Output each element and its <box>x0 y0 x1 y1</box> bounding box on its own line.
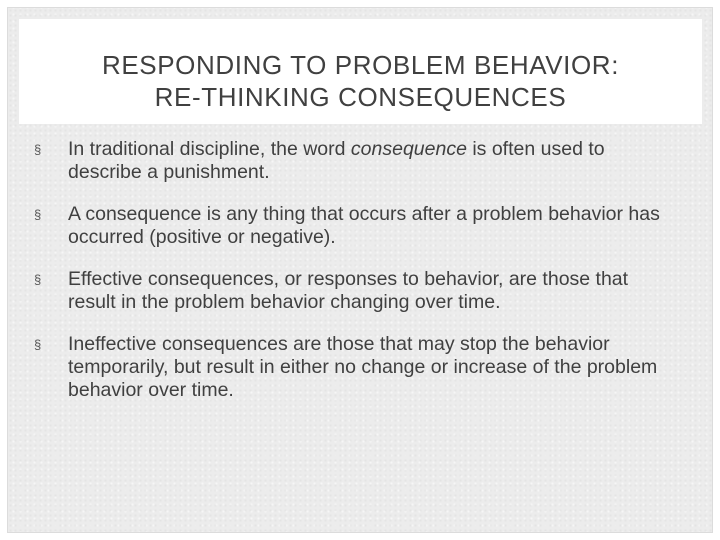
bullet-marker-icon: § <box>34 337 42 352</box>
bullet-text-before: In traditional discipline, the word <box>68 138 351 160</box>
title-box <box>19 19 702 124</box>
bullet-text-emphasis: consequence <box>350 138 467 160</box>
bullet-marker-icon: § <box>34 207 42 222</box>
slide-title-line-2: RE-THINKING CONSEQUENCES <box>154 82 567 112</box>
bullet-marker-icon: § <box>34 142 42 157</box>
slide-title <box>19 49 702 113</box>
bullet-text <box>68 138 605 183</box>
bullet-item <box>8 138 714 184</box>
bullet-text-after: is often used to describe a punishment. <box>68 138 605 183</box>
bullet-text: Ineffective consequences are those that may stop the behavior temporarily, but result in either no change or increase of the problem behavior over time. <box>68 333 658 401</box>
bullet-item <box>8 203 714 249</box>
slide <box>7 7 713 533</box>
slide-title-line-1: RESPONDING TO PROBLEM BEHAVIOR: <box>101 50 620 80</box>
bullet-text: A consequence is any thing that occurs after a problem behavior has occurred (positive or negative). <box>68 203 660 248</box>
bullet-marker-icon: § <box>34 272 42 287</box>
bullet-text: Effective consequences, or responses to behavior, are those that result in the problem behavior changing over time. <box>68 268 629 313</box>
bullet-list <box>8 138 714 421</box>
bullet-item <box>8 333 714 402</box>
bullet-item <box>8 268 714 314</box>
